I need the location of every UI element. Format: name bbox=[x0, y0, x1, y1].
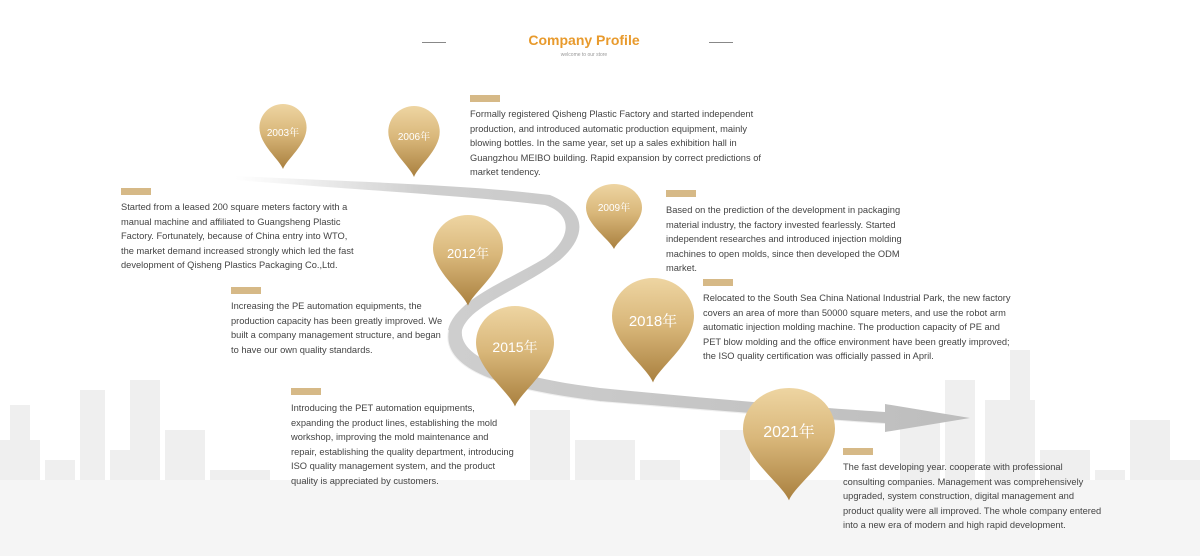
page-subtitle: welcome to our store bbox=[560, 52, 608, 58]
page-title: Company Profile bbox=[528, 32, 640, 48]
milestone-text-2012: Increasing the PE automation equipments, the production capacity has been greatly improved. We built a company management structure, and began to have our own quality standards. bbox=[231, 301, 443, 355]
pin-2006: 2006年 bbox=[388, 106, 440, 178]
milestone-bar-2003 bbox=[121, 188, 151, 195]
pin-2012: 2012年 bbox=[433, 215, 503, 307]
milestone-text-2009: Based on the prediction of the development in packaging material industry, the factory invested fearlessly. Started independent researches and introduced injection molding machines to open molds, since then developed the ODM market. bbox=[666, 205, 902, 273]
milestone-bar-2012 bbox=[231, 287, 261, 294]
milestone-bar-2021 bbox=[843, 448, 873, 455]
title-left-line bbox=[422, 42, 446, 43]
milestone-bar-2006 bbox=[470, 95, 500, 102]
milestone-text-2015: Introducing the PET automation equipments, expanding the product lines, establishing the mold workshop, improving the mold maintenance and repair, establishing the quality department, introducing ISO quality management system, and the product quality is appreciated by customers. bbox=[291, 403, 514, 486]
pin-2018: 2018年 bbox=[612, 278, 694, 384]
milestone-text-2018: Relocated to the South Sea China National Industrial Park, the new factory covers an area of more than 50000 square meters, and use the robot arm automatic injection molding machine. The production capacity of PE and PET blow molding and the office environment have been greatly improved; the ISO quality certification was officially passed in April. bbox=[703, 293, 1011, 361]
pin-2015: 2015年 bbox=[476, 306, 554, 408]
milestone-bar-2015 bbox=[291, 388, 321, 395]
pin-2003: 2003年 bbox=[259, 104, 307, 170]
milestone-bar-2018 bbox=[703, 279, 733, 286]
pin-2021: 2021年 bbox=[743, 388, 835, 502]
title-right-line bbox=[709, 42, 733, 43]
milestone-text-2003: Started from a leased 200 square meters factory with a manual machine and affiliated to Guangsheng Plastic Factory. Fortunately, because of China entry into WTO, the market demand increased strongly which led the fast development of Qisheng Plastics Packaging Co.,Ltd. bbox=[121, 202, 354, 270]
milestone-bar-2009 bbox=[666, 190, 696, 197]
pin-2009: 2009年 bbox=[586, 184, 642, 250]
milestone-text-2021: The fast developing year. cooperate with professional consulting companies. Management was comprehensively upgraded, system construction, digital management and product quality were all improved. The whole company entered into a new era of modern and high rapid development. bbox=[843, 462, 1102, 530]
milestone-text-2006: Formally registered Qisheng Plastic Factory and started independent production, and introduced automatic production equipment, mainly blowing bottles. In the same year, set up a sales exhibition hall in Guangzhou MEIBO building. Rapid expansion by correct predictions of market tendency. bbox=[470, 109, 761, 177]
